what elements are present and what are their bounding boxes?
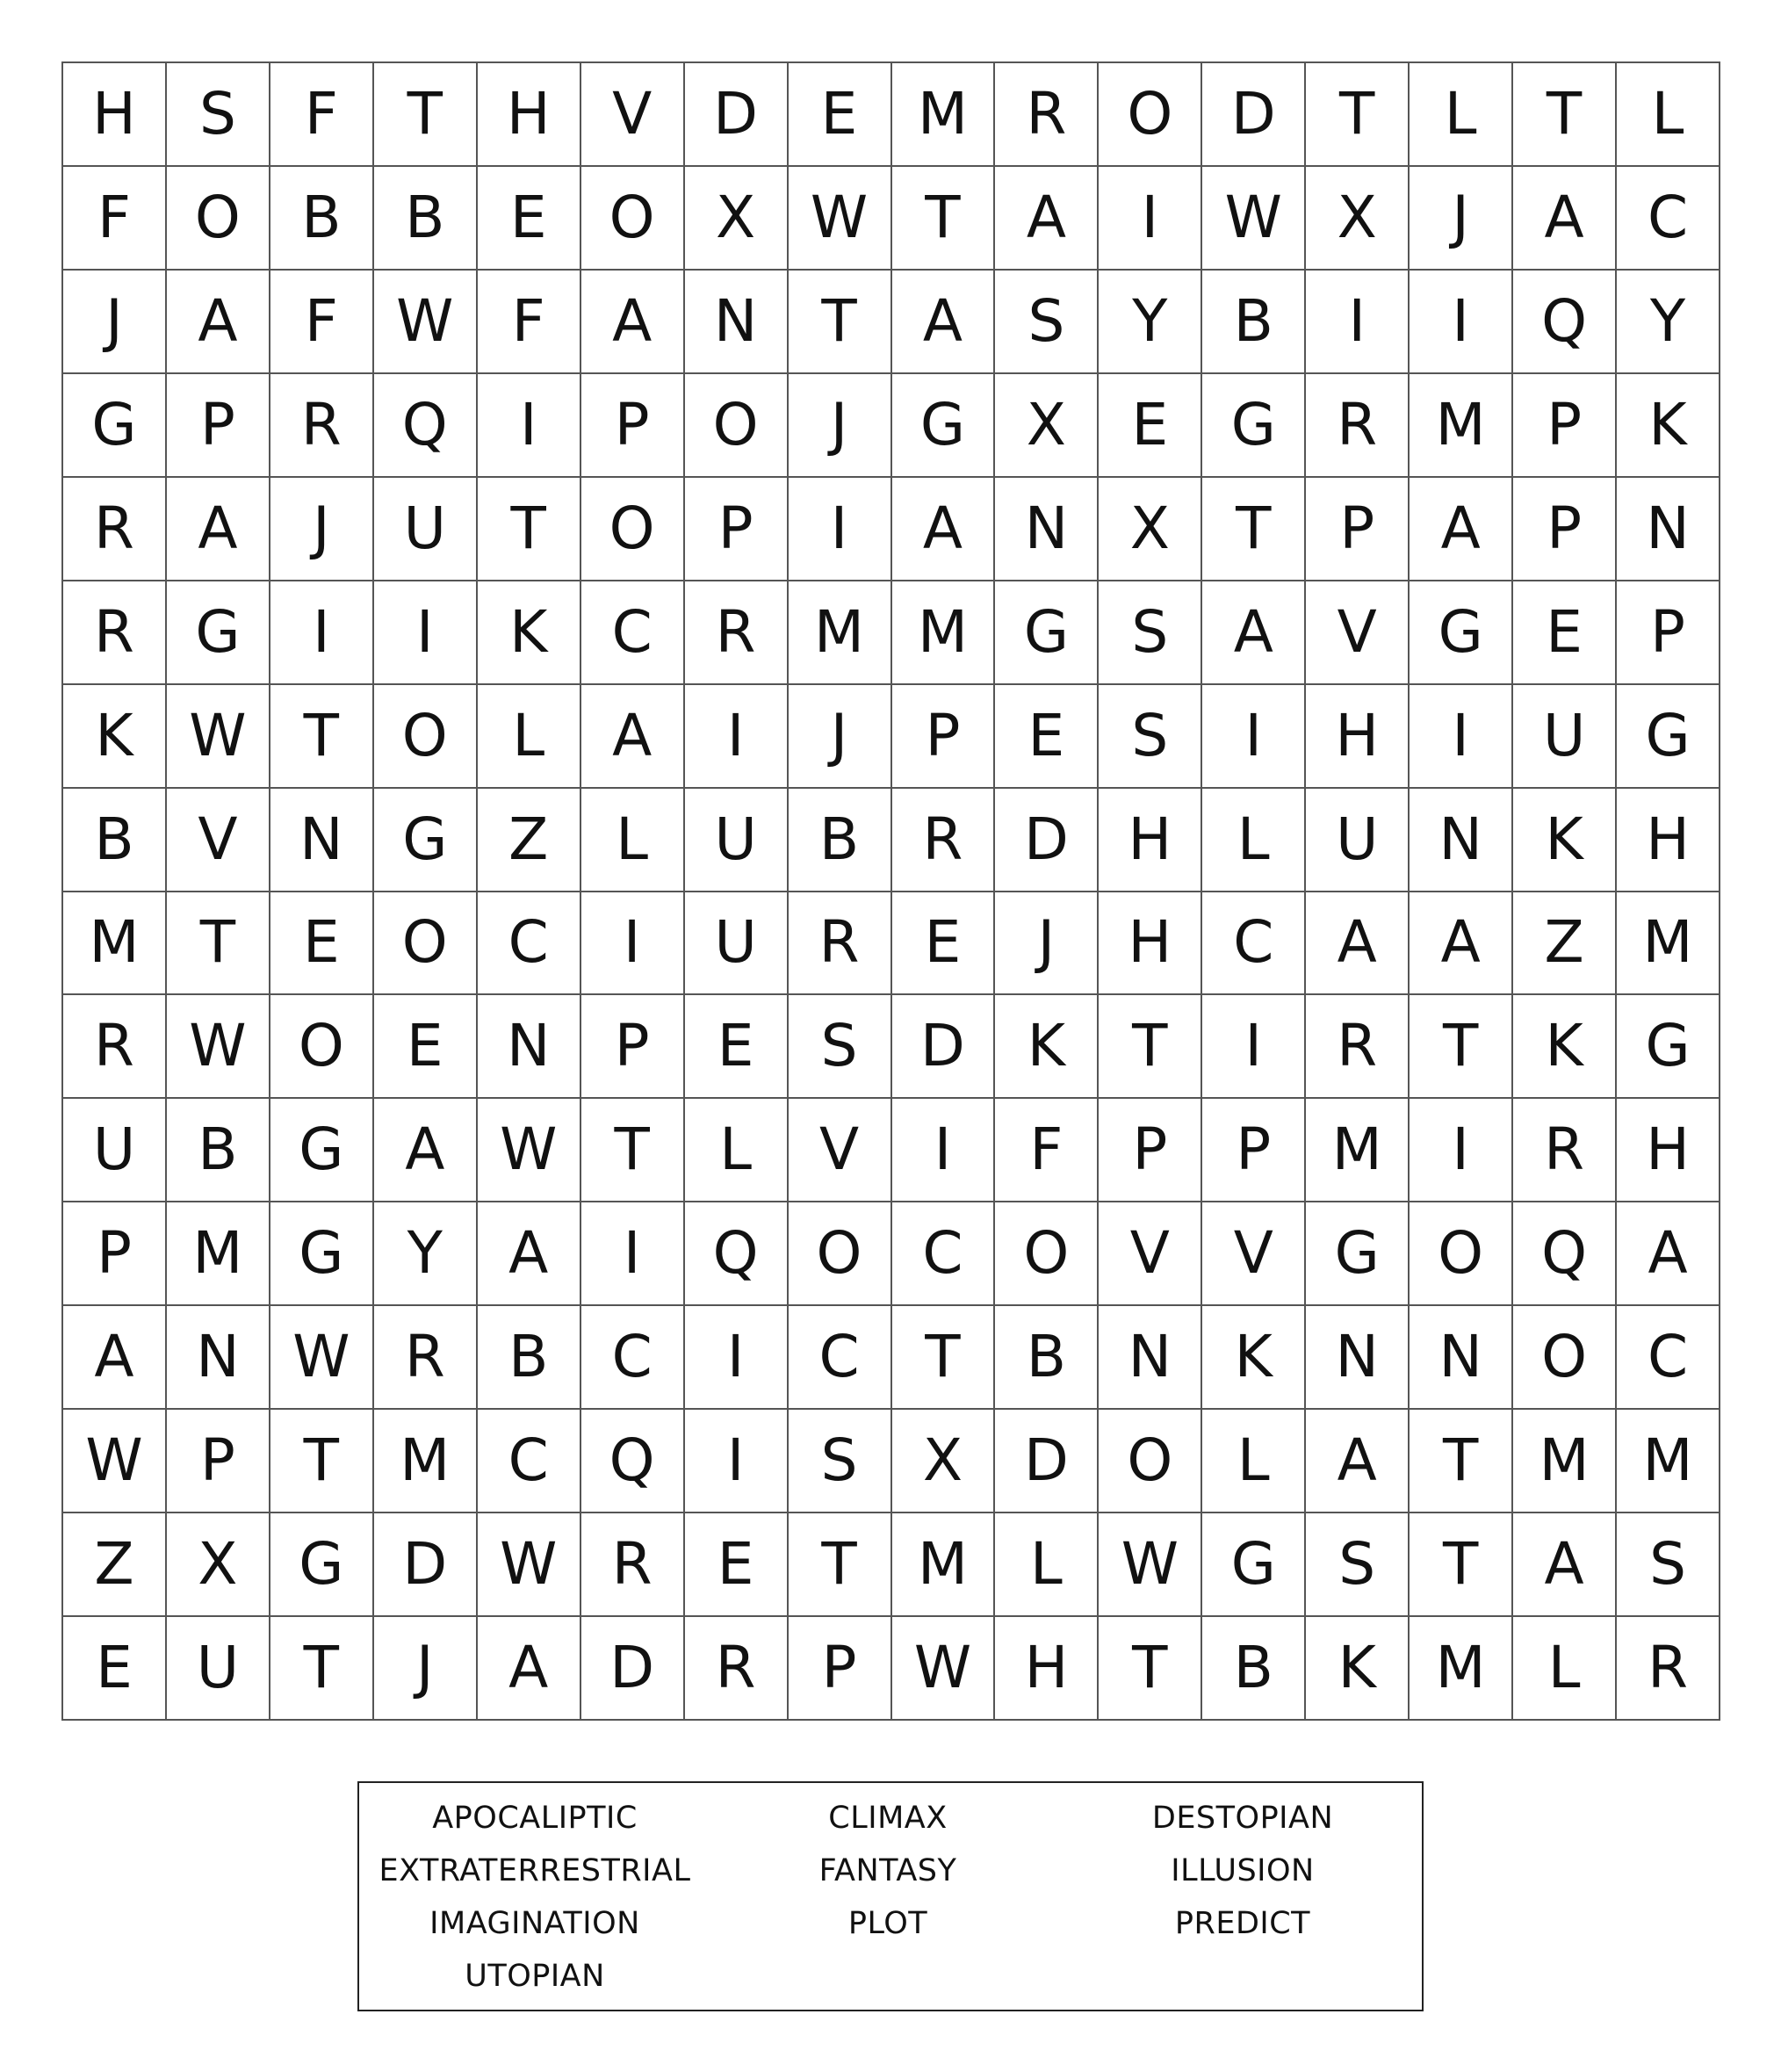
grid-cell: S	[995, 271, 1099, 374]
grid-cell: V	[1202, 1202, 1306, 1306]
grid-cell: D	[374, 1513, 478, 1617]
grid-cell: N	[478, 995, 581, 1099]
grid-cell: M	[1306, 1099, 1410, 1202]
grid-cell: J	[789, 374, 892, 478]
grid-cell: T	[892, 1306, 996, 1410]
grid-cell: Q	[374, 374, 478, 478]
grid-cell: C	[581, 1306, 685, 1410]
grid-cell: N	[270, 789, 374, 892]
grid-cell: I	[270, 581, 374, 685]
grid-cell: X	[1306, 167, 1410, 271]
grid-cell: P	[1306, 478, 1410, 581]
word-list-item: CLIMAX	[828, 1801, 948, 1836]
grid-cell: I	[685, 1306, 789, 1410]
grid-cell: W	[1099, 1513, 1202, 1617]
grid-cell: R	[374, 1306, 478, 1410]
grid-cell: R	[1306, 374, 1410, 478]
grid-cell: C	[478, 892, 581, 996]
grid-cell: N	[1099, 1306, 1202, 1410]
grid-cell: B	[270, 167, 374, 271]
word-list-item: APOCALIPTIC	[432, 1801, 638, 1836]
grid-cell: I	[1099, 167, 1202, 271]
grid-cell: L	[1202, 1410, 1306, 1513]
grid-cell: O	[167, 167, 270, 271]
grid-cell: D	[995, 1410, 1099, 1513]
grid-cell: G	[1202, 1513, 1306, 1617]
grid-cell: G	[1617, 995, 1720, 1099]
grid-cell: V	[789, 1099, 892, 1202]
grid-cell: A	[1202, 581, 1306, 685]
grid-cell: E	[789, 63, 892, 167]
word-list-item: ILLUSION	[1171, 1853, 1315, 1888]
grid-cell: T	[270, 1617, 374, 1721]
grid-cell: R	[789, 892, 892, 996]
grid-cell: H	[1617, 1099, 1720, 1202]
grid-cell: G	[167, 581, 270, 685]
grid-cell: B	[789, 789, 892, 892]
grid-cell: H	[63, 63, 167, 167]
grid-cell: F	[270, 271, 374, 374]
grid-cell: K	[1513, 995, 1617, 1099]
grid-cell: M	[892, 63, 996, 167]
grid-cell: R	[1617, 1617, 1720, 1721]
grid-cell: P	[1513, 478, 1617, 581]
grid-cell: J	[270, 478, 374, 581]
grid-cell: C	[789, 1306, 892, 1410]
grid-cell: D	[995, 789, 1099, 892]
grid-cell: K	[1202, 1306, 1306, 1410]
grid-cell: Q	[581, 1410, 685, 1513]
grid-cell: T	[1099, 995, 1202, 1099]
grid-cell: U	[685, 789, 789, 892]
grid-cell: I	[1306, 271, 1410, 374]
grid-cell: N	[1410, 789, 1513, 892]
grid-cell: P	[581, 374, 685, 478]
grid-cell: X	[167, 1513, 270, 1617]
grid-cell: C	[892, 1202, 996, 1306]
grid-cell: C	[1617, 1306, 1720, 1410]
grid-cell: R	[63, 478, 167, 581]
grid-cell: J	[789, 685, 892, 789]
grid-cell: R	[63, 995, 167, 1099]
grid-cell: B	[167, 1099, 270, 1202]
grid-cell: O	[270, 995, 374, 1099]
grid-cell: G	[1306, 1202, 1410, 1306]
grid-cell: E	[63, 1617, 167, 1721]
grid-cell: I	[1410, 271, 1513, 374]
grid-cell: N	[1306, 1306, 1410, 1410]
grid-cell: S	[1617, 1513, 1720, 1617]
grid-cell: L	[581, 789, 685, 892]
grid-cell: E	[685, 995, 789, 1099]
grid-cell: O	[1513, 1306, 1617, 1410]
grid-cell: B	[995, 1306, 1099, 1410]
grid-cell: A	[1513, 1513, 1617, 1617]
grid-cell: F	[63, 167, 167, 271]
grid-cell: T	[167, 892, 270, 996]
grid-cell: P	[1513, 374, 1617, 478]
grid-cell: A	[1410, 892, 1513, 996]
word-list-item: PLOT	[847, 1906, 928, 1941]
grid-cell: K	[478, 581, 581, 685]
grid-cell: U	[167, 1617, 270, 1721]
grid-cell: Y	[374, 1202, 478, 1306]
grid-cell: E	[1099, 374, 1202, 478]
grid-cell: T	[1306, 63, 1410, 167]
grid-cell: J	[1410, 167, 1513, 271]
grid-cell: W	[789, 167, 892, 271]
grid-cell: O	[374, 892, 478, 996]
grid-cell: G	[1617, 685, 1720, 789]
grid-cell: B	[374, 167, 478, 271]
word-list-item: FANTASY	[818, 1853, 957, 1888]
grid-cell: L	[1410, 63, 1513, 167]
grid-cell: H	[1099, 789, 1202, 892]
grid-cell: U	[374, 478, 478, 581]
word-list-item: DESTOPIAN	[1151, 1801, 1334, 1836]
grid-cell: K	[995, 995, 1099, 1099]
grid-cell: A	[167, 478, 270, 581]
grid-cell: F	[995, 1099, 1099, 1202]
grid-cell: G	[270, 1099, 374, 1202]
letter-grid	[61, 61, 1720, 1721]
grid-cell: W	[270, 1306, 374, 1410]
grid-cell: I	[685, 1410, 789, 1513]
grid-cell: V	[581, 63, 685, 167]
grid-cell: U	[1513, 685, 1617, 789]
grid-cell: U	[685, 892, 789, 996]
grid-cell: N	[1617, 478, 1720, 581]
grid-cell: V	[1306, 581, 1410, 685]
grid-cell: E	[892, 892, 996, 996]
word-list-item: EXTRATERRESTRIAL	[379, 1853, 691, 1888]
grid-cell: A	[1410, 478, 1513, 581]
grid-cell: T	[270, 1410, 374, 1513]
grid-cell: P	[1202, 1099, 1306, 1202]
grid-cell: M	[167, 1202, 270, 1306]
grid-cell: R	[1513, 1099, 1617, 1202]
grid-cell: D	[581, 1617, 685, 1721]
grid-cell: X	[685, 167, 789, 271]
grid-cell: T	[892, 167, 996, 271]
grid-cell: T	[1410, 1410, 1513, 1513]
grid-cell: P	[892, 685, 996, 789]
grid-cell: I	[789, 478, 892, 581]
grid-cell: N	[167, 1306, 270, 1410]
grid-cell: R	[892, 789, 996, 892]
grid-cell: L	[995, 1513, 1099, 1617]
grid-cell: S	[1099, 685, 1202, 789]
grid-cell: J	[63, 271, 167, 374]
grid-cell: E	[374, 995, 478, 1099]
grid-cell: P	[1099, 1099, 1202, 1202]
grid-cell: T	[374, 63, 478, 167]
grid-cell: L	[478, 685, 581, 789]
grid-cell: M	[892, 1513, 996, 1617]
grid-cell: G	[892, 374, 996, 478]
grid-cell: O	[374, 685, 478, 789]
grid-cell: H	[995, 1617, 1099, 1721]
grid-cell: C	[478, 1410, 581, 1513]
grid-cell: A	[167, 271, 270, 374]
grid-cell: K	[1617, 374, 1720, 478]
grid-cell: X	[892, 1410, 996, 1513]
grid-cell: E	[995, 685, 1099, 789]
grid-cell: M	[789, 581, 892, 685]
grid-cell: U	[1306, 789, 1410, 892]
grid-cell: I	[1410, 1099, 1513, 1202]
grid-cell: A	[63, 1306, 167, 1410]
grid-cell: N	[1410, 1306, 1513, 1410]
grid-cell: G	[270, 1202, 374, 1306]
word-list-item: PREDICT	[1174, 1906, 1311, 1941]
grid-cell: T	[1410, 1513, 1513, 1617]
grid-cell: T	[1202, 478, 1306, 581]
grid-cell: E	[1513, 581, 1617, 685]
grid-cell: K	[63, 685, 167, 789]
grid-cell: I	[685, 685, 789, 789]
grid-cell: S	[1099, 581, 1202, 685]
grid-cell: C	[1202, 892, 1306, 996]
grid-cell: I	[478, 374, 581, 478]
grid-cell: W	[63, 1410, 167, 1513]
grid-cell: G	[1202, 374, 1306, 478]
grid-cell: L	[1202, 789, 1306, 892]
grid-cell: A	[374, 1099, 478, 1202]
grid-cell: Z	[63, 1513, 167, 1617]
grid-cell: P	[63, 1202, 167, 1306]
grid-cell: C	[1617, 167, 1720, 271]
grid-cell: M	[892, 581, 996, 685]
grid-cell: M	[1513, 1410, 1617, 1513]
grid-cell: O	[685, 374, 789, 478]
grid-cell: I	[581, 1202, 685, 1306]
grid-cell: K	[1306, 1617, 1410, 1721]
grid-cell: A	[1306, 1410, 1410, 1513]
grid-cell: V	[1099, 1202, 1202, 1306]
grid-cell: B	[1202, 271, 1306, 374]
grid-cell: T	[789, 271, 892, 374]
grid-cell: A	[892, 271, 996, 374]
grid-cell: A	[995, 167, 1099, 271]
grid-cell: T	[581, 1099, 685, 1202]
grid-cell: W	[478, 1513, 581, 1617]
grid-cell: A	[1306, 892, 1410, 996]
grid-cell: X	[1099, 478, 1202, 581]
grid-cell: P	[789, 1617, 892, 1721]
grid-cell: A	[892, 478, 996, 581]
grid-cell: J	[995, 892, 1099, 996]
grid-cell: Y	[1617, 271, 1720, 374]
grid-cell: G	[63, 374, 167, 478]
grid-cell: E	[478, 167, 581, 271]
grid-cell: O	[1099, 63, 1202, 167]
grid-cell: Z	[478, 789, 581, 892]
grid-cell: H	[478, 63, 581, 167]
grid-cell: R	[270, 374, 374, 478]
grid-cell: D	[892, 995, 996, 1099]
grid-cell: N	[685, 271, 789, 374]
grid-cell: U	[63, 1099, 167, 1202]
grid-cell: H	[1617, 789, 1720, 892]
grid-cell: T	[1513, 63, 1617, 167]
grid-cell: E	[270, 892, 374, 996]
grid-cell: G	[270, 1513, 374, 1617]
grid-cell: B	[63, 789, 167, 892]
grid-cell: A	[1617, 1202, 1720, 1306]
word-list-item: UTOPIAN	[465, 1959, 605, 1994]
grid-cell: I	[1202, 995, 1306, 1099]
grid-cell: L	[685, 1099, 789, 1202]
grid-cell: V	[167, 789, 270, 892]
grid-cell: S	[1306, 1513, 1410, 1617]
word-list-item: IMAGINATION	[429, 1906, 640, 1941]
grid-cell: O	[581, 167, 685, 271]
grid-cell: Q	[685, 1202, 789, 1306]
grid-cell: Q	[1513, 1202, 1617, 1306]
grid-cell: B	[478, 1306, 581, 1410]
grid-cell: D	[1202, 63, 1306, 167]
grid-cell: Z	[1513, 892, 1617, 996]
grid-cell: D	[685, 63, 789, 167]
grid-cell: T	[478, 478, 581, 581]
grid-cell: P	[581, 995, 685, 1099]
grid-cell: J	[374, 1617, 478, 1721]
grid-cell: P	[1617, 581, 1720, 685]
grid-cell: C	[581, 581, 685, 685]
grid-cell: G	[1410, 581, 1513, 685]
grid-cell: H	[1099, 892, 1202, 996]
grid-cell: T	[1099, 1617, 1202, 1721]
grid-cell: A	[1513, 167, 1617, 271]
grid-cell: L	[1513, 1617, 1617, 1721]
grid-cell: G	[995, 581, 1099, 685]
grid-cell: I	[1410, 685, 1513, 789]
grid-cell: N	[995, 478, 1099, 581]
grid-cell: K	[1513, 789, 1617, 892]
grid-cell: O	[581, 478, 685, 581]
grid-cell: S	[789, 995, 892, 1099]
word-list	[357, 1781, 1424, 2011]
grid-cell: F	[478, 271, 581, 374]
grid-cell: T	[1410, 995, 1513, 1099]
grid-cell: R	[685, 1617, 789, 1721]
grid-cell: M	[63, 892, 167, 996]
grid-cell: A	[478, 1202, 581, 1306]
grid-cell: O	[1410, 1202, 1513, 1306]
grid-cell: M	[1617, 892, 1720, 996]
grid-cell: W	[1202, 167, 1306, 271]
grid-cell: H	[1306, 685, 1410, 789]
grid-cell: T	[789, 1513, 892, 1617]
grid-cell: R	[995, 63, 1099, 167]
grid-cell: O	[789, 1202, 892, 1306]
grid-cell: R	[685, 581, 789, 685]
grid-cell: B	[1202, 1617, 1306, 1721]
grid-cell: A	[581, 685, 685, 789]
grid-cell: F	[270, 63, 374, 167]
grid-cell: R	[1306, 995, 1410, 1099]
grid-cell: I	[1202, 685, 1306, 789]
grid-cell: S	[789, 1410, 892, 1513]
grid-cell: M	[1410, 1617, 1513, 1721]
grid-cell: W	[892, 1617, 996, 1721]
grid-cell: S	[167, 63, 270, 167]
grid-cell: M	[1617, 1410, 1720, 1513]
grid-cell: R	[581, 1513, 685, 1617]
grid-cell: Y	[1099, 271, 1202, 374]
grid-cell: P	[167, 1410, 270, 1513]
grid-cell: I	[374, 581, 478, 685]
grid-cell: A	[581, 271, 685, 374]
grid-cell: A	[478, 1617, 581, 1721]
grid-cell: G	[374, 789, 478, 892]
grid-cell: M	[374, 1410, 478, 1513]
grid-cell: O	[1099, 1410, 1202, 1513]
grid-cell: T	[270, 685, 374, 789]
grid-cell: R	[63, 581, 167, 685]
grid-cell: L	[1617, 63, 1720, 167]
grid-cell: O	[995, 1202, 1099, 1306]
grid-cell: P	[167, 374, 270, 478]
grid-cell: W	[478, 1099, 581, 1202]
grid-cell: E	[685, 1513, 789, 1617]
grid-cell: I	[581, 892, 685, 996]
grid-cell: W	[167, 995, 270, 1099]
grid-cell: M	[1410, 374, 1513, 478]
grid-cell: Q	[1513, 271, 1617, 374]
grid-cell: I	[892, 1099, 996, 1202]
grid-cell: W	[167, 685, 270, 789]
grid-cell: P	[685, 478, 789, 581]
grid-cell: X	[995, 374, 1099, 478]
grid-cell: W	[374, 271, 478, 374]
